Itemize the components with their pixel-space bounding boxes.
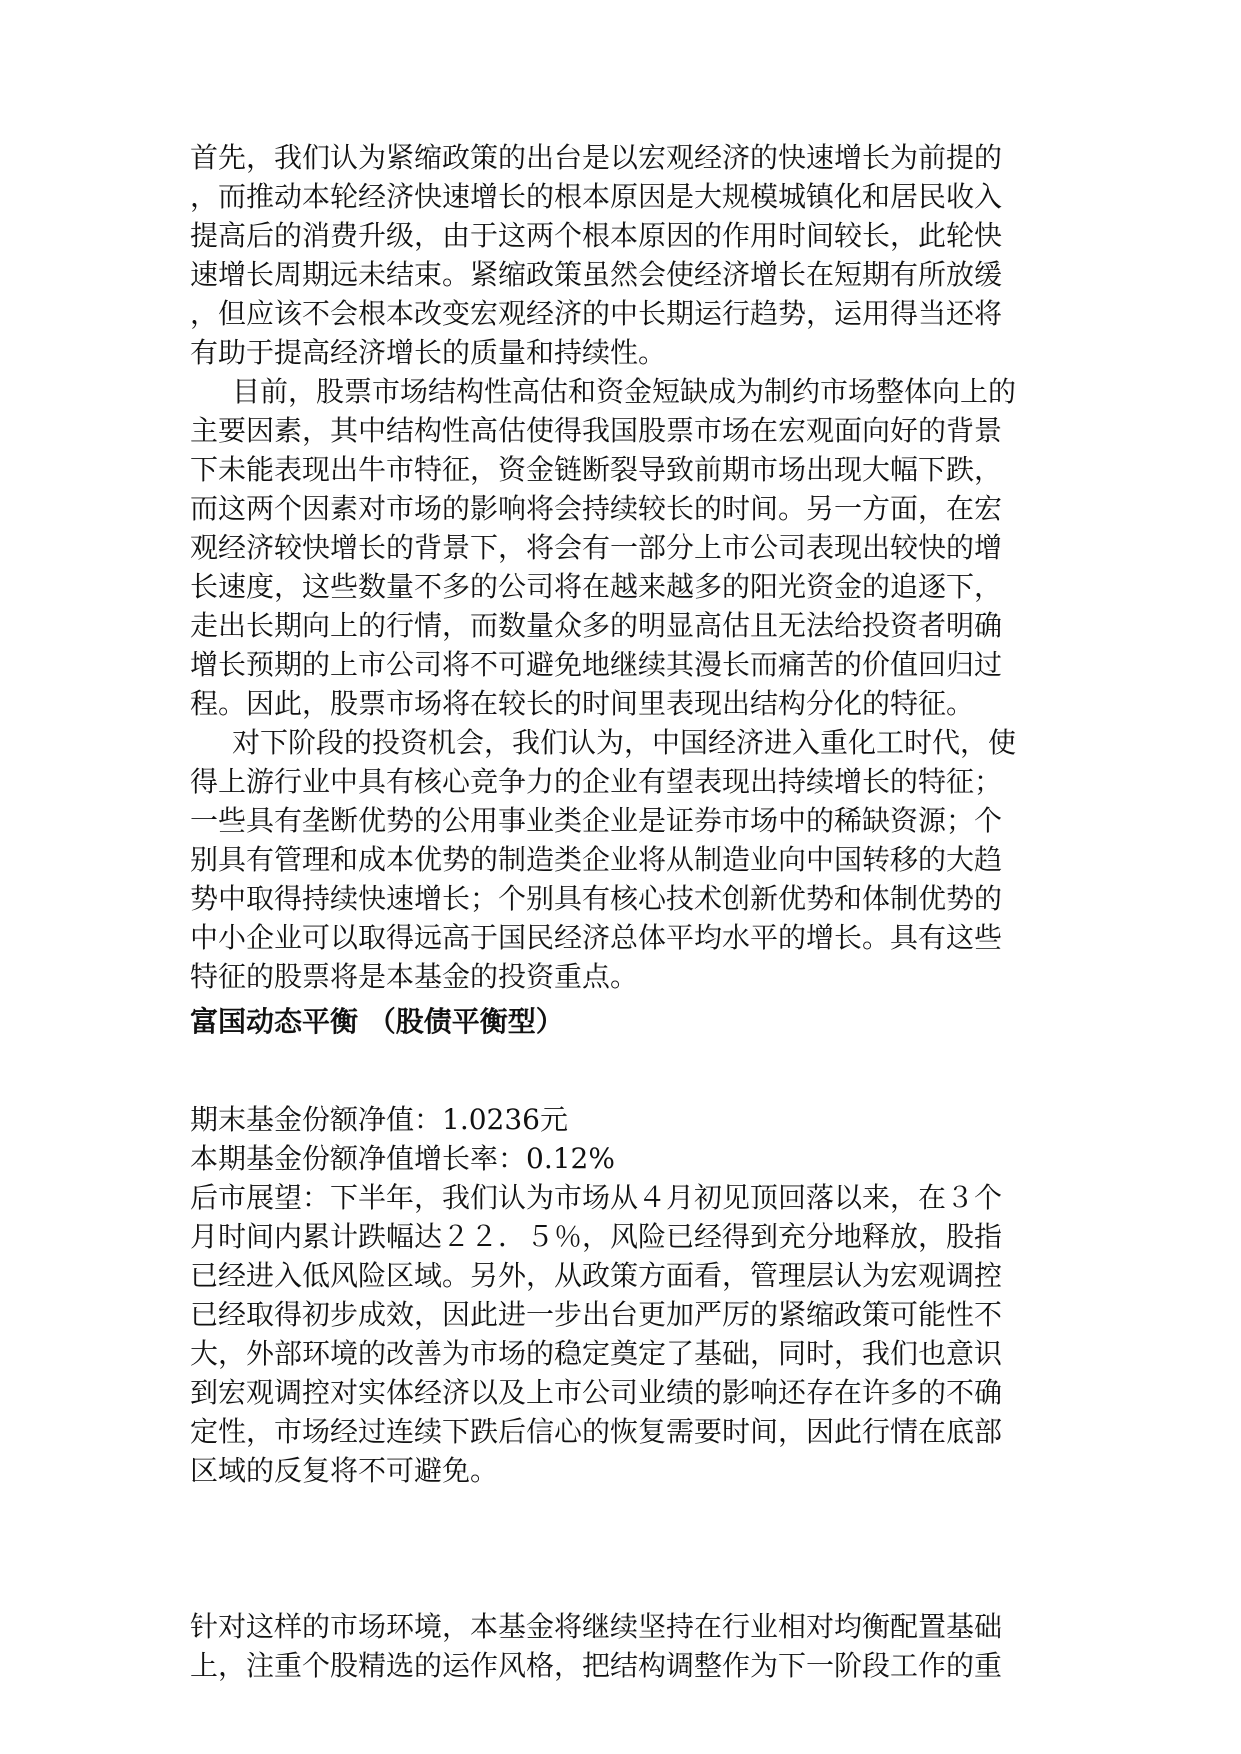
paragraph-line: 一些具有垄断优势的公用事业类企业是证券市场中的稀缺资源；个	[190, 804, 1003, 837]
paragraph-line: 已经取得初步成效，因此进一步出台更加严厉的紧缩政策可能性不	[190, 1298, 1003, 1331]
paragraph-line: 对下阶段的投资机会，我们认为，中国经济进入重化工时代，使	[232, 726, 1017, 759]
paragraph-line: 增长预期的上市公司将不可避免地继续其漫长而痛苦的价值回归过	[190, 648, 1003, 681]
paragraph-line: 速增长周期远未结束。紧缩政策虽然会使经济增长在短期有所放缓	[190, 258, 1003, 291]
fund-outlook-text	[190, 1100, 1035, 1490]
paragraph-line: 已经进入低风险区域。另外，从政策方面看，管理层认为宏观调控	[190, 1259, 1003, 1292]
paragraph-line: ，但应该不会根本改变宏观经济的中长期运行趋势，运用得当还将	[190, 297, 1003, 330]
paragraph-line: 后市展望：下半年，我们认为市场从４月初见顶回落以来，在３个	[190, 1181, 1003, 1214]
nav-value: 期末基金份额净值：1.0236元	[190, 1103, 568, 1136]
market-view-text	[190, 138, 1035, 996]
fund-heading: 富国动态平衡 （股债平衡型）	[190, 1005, 564, 1038]
paragraph-line: 大，外部环境的改善为市场的稳定奠定了基础，同时，我们也意识	[190, 1337, 1003, 1370]
paragraph-line: ，而推动本轮经济快速增长的根本原因是大规模城镇化和居民收入	[190, 180, 1003, 213]
paragraph-line: 下未能表现出牛市特征，资金链断裂导致前期市场出现大幅下跌，	[190, 453, 1003, 486]
paragraph-line: 上，注重个股精选的运作风格，把结构调整作为下一阶段工作的重	[190, 1649, 1003, 1682]
paragraph-line: 别具有管理和成本优势的制造类企业将从制造业向中国转移的大趋	[190, 843, 1003, 876]
paragraph-line: 特征的股票将是本基金的投资重点。	[190, 960, 639, 993]
paragraph-line: 针对这样的市场环境，本基金将继续坚持在行业相对均衡配置基础	[190, 1610, 1003, 1643]
paragraph-line: 长速度，这些数量不多的公司将在越来越多的阳光资金的追逐下，	[190, 570, 1003, 603]
paragraph-line: 有助于提高经济增长的质量和持续性。	[190, 336, 667, 369]
paragraph-line: 势中取得持续快速增长；个别具有核心技术创新优势和体制优势的	[190, 882, 1003, 915]
paragraph-line: 区域的反复将不可避免。	[190, 1454, 499, 1487]
paragraph-line: 首先，我们认为紧缩政策的出台是以宏观经济的快速增长为前提的	[190, 141, 1003, 174]
paragraph-line: 定性，市场经过连续下跌后信心的恢复需要时间，因此行情在底部	[190, 1415, 1003, 1448]
paragraph-line: 观经济较快增长的背景下，将会有一部分上市公司表现出较快的增	[190, 531, 1003, 564]
strategy-text	[190, 1607, 1035, 1685]
paragraph-line: 目前，股票市场结构性高估和资金短缺成为制约市场整体向上的	[232, 375, 1017, 408]
paragraph-line: 到宏观调控对实体经济以及上市公司业绩的影响还存在许多的不确	[190, 1376, 1003, 1409]
paragraph-line: 而这两个因素对市场的影响将会持续较长的时间。另一方面，在宏	[190, 492, 1003, 525]
paragraph-line: 月时间内累计跌幅达２２．５％，风险已经得到充分地释放，股指	[190, 1220, 1003, 1253]
paragraph-line: 走出长期向上的行情，而数量众多的明显高估且无法给投资者明确	[190, 609, 1003, 642]
paragraph-line: 得上游行业中具有核心竞争力的企业有望表现出持续增长的特征；	[190, 765, 1003, 798]
paragraph-line: 主要因素，其中结构性高估使得我国股票市场在宏观面向好的背景	[190, 414, 1003, 447]
paragraph-line: 中小企业可以取得远高于国民经济总体平均水平的增长。具有这些	[190, 921, 1003, 954]
paragraph-line: 程。因此，股票市场将在较长的时间里表现出结构分化的特征。	[190, 687, 975, 720]
nav-growth-rate: 本期基金份额净值增长率：0.12%	[190, 1142, 615, 1175]
paragraph-line: 提高后的消费升级，由于这两个根本原因的作用时间较长，此轮快	[190, 219, 1003, 252]
